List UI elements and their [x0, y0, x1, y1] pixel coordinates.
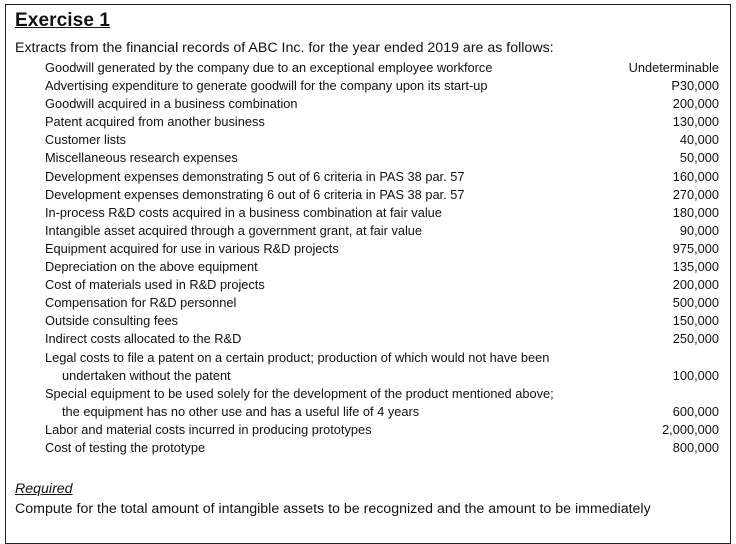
item-label: Compensation for R&D personnel — [45, 295, 237, 311]
item-label: Advertising expenditure to generate goodwill for the company upon its start-up — [45, 78, 488, 94]
item-amount: 130,000 — [672, 114, 719, 130]
list-item — [45, 186, 721, 204]
item-amount: Undeterminable — [628, 60, 719, 75]
list-item — [45, 439, 721, 457]
item-label: Outside consulting fees — [45, 313, 179, 329]
item-label: In-process R&D costs acquired in a business combination at fair value — [45, 204, 442, 220]
list-item — [45, 77, 721, 95]
item-amount: 250,000 — [672, 331, 719, 347]
item-amount: 40,000 — [679, 132, 719, 148]
exercise-title: Exercise 1 — [15, 10, 111, 31]
item-label-continuation: undertaken without the patent — [62, 367, 231, 383]
item-amount: 90,000 — [679, 222, 719, 238]
item-amount: 200,000 — [672, 277, 719, 293]
item-label: Intangible asset acquired through a government grant, at fair value — [45, 222, 423, 238]
list-item — [45, 385, 721, 421]
item-amount: 600,000 — [672, 403, 719, 419]
item-label: Equipment acquired for use in various R&D projects — [45, 240, 339, 256]
required-text: Compute for the total amount of intangible assets to be recognized and the amount to be immediately — [15, 501, 651, 517]
item-label: Labor and material costs incurred in producing prototypes — [45, 421, 372, 437]
item-amount: 50,000 — [679, 150, 719, 166]
list-item — [45, 204, 721, 222]
list-item — [45, 59, 721, 77]
item-label: Depreciation on the above equipment — [45, 259, 258, 275]
item-label: Patent acquired from another business — [45, 114, 265, 130]
item-amount: 500,000 — [672, 295, 719, 311]
item-amount: P30,000 — [671, 78, 719, 94]
list-item — [45, 258, 721, 276]
list-item — [45, 276, 721, 294]
item-amount: 100,000 — [672, 367, 719, 383]
item-label: Development expenses demonstrating 6 out of 6 criteria in PAS 38 par. 57 — [45, 186, 465, 202]
item-label: Legal costs to file a patent on a certain product; production of which would not have been — [45, 349, 550, 365]
item-amount: 135,000 — [672, 259, 719, 275]
item-label: Cost of testing the prototype — [45, 439, 206, 455]
item-label: Cost of materials used in R&D projects — [45, 277, 265, 293]
list-item — [45, 349, 721, 385]
list-item — [45, 294, 721, 312]
list-item — [45, 168, 721, 186]
item-label: Miscellaneous research expenses — [45, 150, 238, 166]
intro-text: Extracts from the financial records of ABC Inc. for the year ended 2019 are as follows: — [15, 40, 554, 56]
item-amount: 800,000 — [672, 439, 719, 455]
list-item — [45, 95, 721, 113]
item-amount: 200,000 — [672, 96, 719, 112]
list-item — [45, 149, 721, 167]
item-label-continuation: the equipment has no other use and has a useful life of 4 years — [62, 403, 420, 419]
list-item — [45, 330, 721, 348]
item-label: Goodwill generated by the company due to an exceptional employee workforce — [45, 60, 493, 75]
item-label: Development expenses demonstrating 5 out of 6 criteria in PAS 38 par. 57 — [45, 168, 465, 184]
item-label: Indirect costs allocated to the R&D — [45, 331, 242, 347]
item-amount: 270,000 — [672, 186, 719, 202]
item-label: Customer lists — [45, 132, 127, 148]
financial-items-list — [45, 59, 721, 457]
item-amount: 180,000 — [672, 204, 719, 220]
item-label: Goodwill acquired in a business combination — [45, 96, 298, 112]
item-amount: 160,000 — [672, 168, 719, 184]
list-item — [45, 312, 721, 330]
item-amount: 2,000,000 — [662, 421, 719, 437]
list-item — [45, 240, 721, 258]
list-item — [45, 131, 721, 149]
item-amount: 975,000 — [672, 240, 719, 256]
item-amount: 150,000 — [672, 313, 719, 329]
required-heading: Required — [15, 481, 73, 497]
item-label: Special equipment to be used solely for the development of the product mentioned above; — [45, 385, 554, 401]
list-item — [45, 222, 721, 240]
list-item — [45, 113, 721, 131]
list-item — [45, 421, 721, 439]
